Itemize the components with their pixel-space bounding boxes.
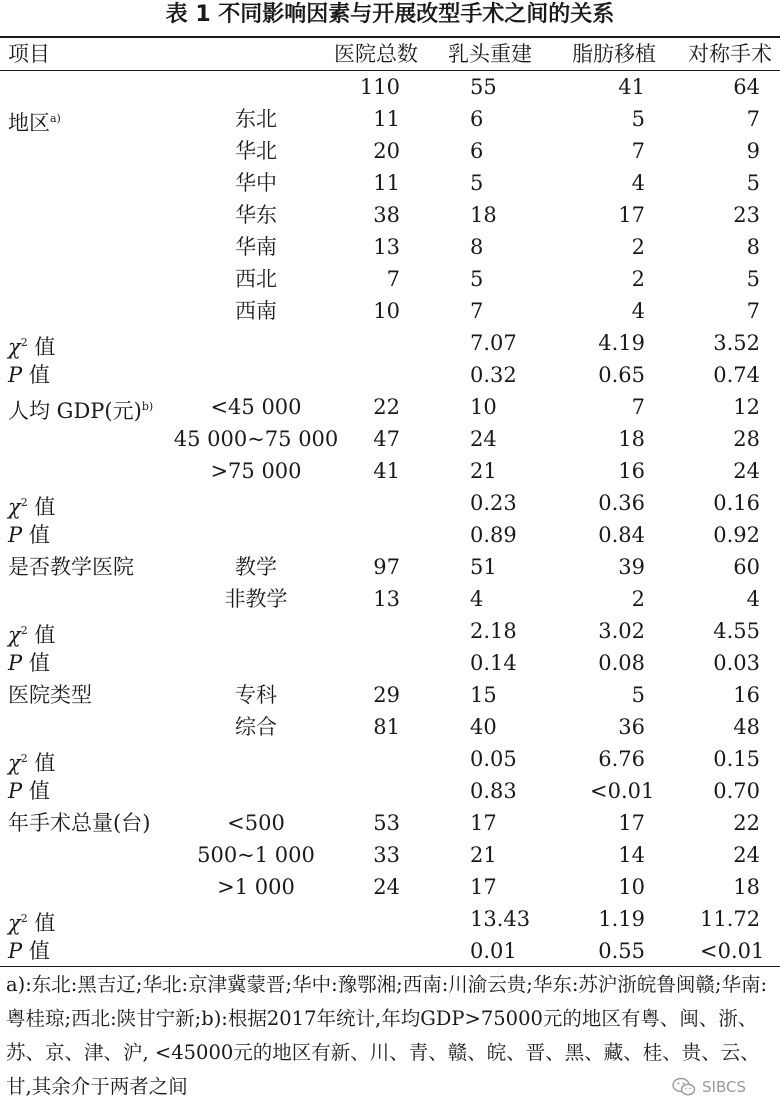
cell-fat: 0.36: [598, 491, 645, 515]
cell-hospitals: 22: [373, 395, 400, 419]
chi-square-label: [8, 487, 55, 519]
chi-superscript: 2: [20, 496, 28, 509]
header-row: [0, 38, 780, 70]
cell-symmetry: 18: [733, 875, 760, 899]
cell-subgroup: 华北: [235, 139, 277, 163]
table-row-region: [0, 167, 780, 199]
cell-hospitals: 20: [373, 139, 400, 163]
cell-fat: 18: [618, 427, 645, 451]
p-value-row: [0, 519, 780, 551]
cell-nipple: 8: [470, 235, 484, 259]
chi-symbol: χ: [8, 335, 21, 359]
cell-symmetry: 7: [746, 107, 760, 131]
p-value-row: [0, 359, 780, 391]
cell-symmetry: 60: [733, 555, 760, 579]
cell-fat: 4: [631, 299, 645, 323]
table-title: 表 1 不同影响因素与开展改型手术之间的关系: [165, 2, 615, 27]
cell-nipple: 15: [470, 683, 497, 707]
group-label-text: 是否教学医院: [8, 555, 134, 579]
cell-symmetry: 24: [733, 843, 760, 867]
header-fat-grafting: 脂肪移植: [572, 42, 656, 66]
p-value-row: [0, 935, 780, 967]
p-suffix: 值: [22, 363, 50, 387]
cell-fat: 2: [631, 235, 645, 259]
cell-symmetry: 24: [733, 459, 760, 483]
cell-subgroup: 非教学: [224, 587, 288, 611]
cell-fat: 5: [631, 683, 645, 707]
cell-fat: 0.84: [598, 523, 645, 547]
chi-symbol: χ: [8, 495, 21, 519]
chi-square-row: [0, 615, 780, 647]
cell-fat: 36: [618, 715, 645, 739]
cell-symmetry: 0.70: [713, 779, 760, 803]
cell-nipple: 6: [470, 107, 484, 131]
cell-nipple: 0.23: [470, 491, 517, 515]
cell-nipple: 0.89: [470, 523, 517, 547]
cell-nipple: 0.01: [470, 939, 517, 963]
chi-square-label: [8, 903, 55, 935]
p-symbol: P: [8, 363, 23, 387]
footnote-ref: b): [141, 400, 154, 413]
cell-hospitals: 7: [386, 267, 400, 291]
cell-hospitals: 53: [373, 811, 400, 835]
cell-symmetry: 3.52: [713, 331, 760, 355]
p-symbol: P: [8, 939, 23, 963]
cell-symmetry: 7: [746, 299, 760, 323]
cell-hospitals: 110: [359, 75, 400, 99]
cell-hospitals: 29: [373, 683, 400, 707]
cell-nipple: 5: [470, 267, 484, 291]
cell-subgroup: 综合: [235, 715, 277, 739]
group-label-type: [8, 679, 92, 711]
cell-fat: 17: [618, 811, 645, 835]
chi-superscript: 2: [20, 912, 28, 925]
cell-symmetry: 12: [733, 395, 760, 419]
cell-nipple: 6: [470, 139, 484, 163]
cell-fat: 3.02: [598, 619, 645, 643]
p-value-label: [8, 775, 50, 807]
cell-symmetry: 23: [733, 203, 760, 227]
cell-subgroup: >1 000: [217, 875, 295, 899]
cell-symmetry: 0.16: [713, 491, 760, 515]
chi-superscript: 2: [20, 336, 28, 349]
cell-symmetry: 0.92: [713, 523, 760, 547]
p-value-label: [8, 647, 50, 679]
chi-suffix: 值: [27, 495, 56, 519]
table-row-teaching: [0, 551, 780, 583]
chi-square-row: [0, 487, 780, 519]
chi-symbol: χ: [8, 911, 21, 935]
cell-hospitals: 10: [373, 299, 400, 323]
table-row-region: [0, 263, 780, 295]
cell-fat: 7: [631, 139, 645, 163]
cell-fat: 41: [618, 75, 645, 99]
table-row-teaching: [0, 583, 780, 615]
chi-square-row: [0, 327, 780, 359]
cell-nipple: 24: [470, 427, 497, 451]
cell-fat: 16: [618, 459, 645, 483]
cell-subgroup: 教学: [235, 555, 277, 579]
wechat-icon: [672, 1077, 696, 1097]
cell-fat: 39: [618, 555, 645, 579]
cell-nipple: 0.32: [470, 363, 517, 387]
cell-symmetry: <0.01: [700, 939, 765, 963]
table-row-volume: [0, 807, 780, 839]
chi-superscript: 2: [20, 624, 28, 637]
cell-nipple: 10: [470, 395, 497, 419]
chi-suffix: 值: [27, 911, 56, 935]
cell-hospitals: 38: [373, 203, 400, 227]
cell-hospitals: 41: [373, 459, 400, 483]
cell-fat: 0.08: [598, 651, 645, 675]
chi-square-row: [0, 903, 780, 935]
cell-nipple: 55: [470, 75, 497, 99]
cell-fat: 0.65: [598, 363, 645, 387]
cell-fat: 2: [631, 267, 645, 291]
table-row-region: [0, 135, 780, 167]
cell-subgroup: 华东: [235, 203, 277, 227]
cell-hospitals: 11: [373, 171, 400, 195]
p-symbol: P: [8, 651, 23, 675]
chi-square-label: [8, 615, 55, 647]
group-label-volume: [8, 807, 150, 839]
cell-nipple: 17: [470, 875, 497, 899]
cell-fat: 10: [618, 875, 645, 899]
cell-subgroup: >75 000: [210, 459, 302, 483]
footnote-ref: a): [50, 112, 61, 125]
p-value-label: [8, 935, 50, 967]
cell-subgroup: <500: [227, 811, 285, 835]
cell-fat: <0.01: [590, 779, 655, 803]
p-value-label: [8, 359, 50, 391]
table-row-region: [0, 199, 780, 231]
cell-hospitals: 47: [373, 427, 400, 451]
cell-hospitals: 24: [373, 875, 400, 899]
cell-hospitals: 13: [373, 235, 400, 259]
cell-symmetry: 9: [746, 139, 760, 163]
cell-symmetry: 48: [733, 715, 760, 739]
cell-subgroup: <45 000: [210, 395, 302, 419]
group-label-text: 年手术总量(台): [8, 811, 151, 835]
cell-fat: 4: [631, 171, 645, 195]
cell-nipple: 5: [470, 171, 484, 195]
chi-square-label: [8, 743, 55, 775]
p-symbol: P: [8, 523, 23, 547]
cell-subgroup: 东北: [235, 107, 277, 131]
cell-nipple: 21: [470, 843, 497, 867]
cell-symmetry: 64: [733, 75, 760, 99]
cell-subgroup: 华中: [235, 171, 277, 195]
chi-suffix: 值: [27, 623, 56, 647]
cell-fat: 4.19: [598, 331, 645, 355]
cell-nipple: 7: [470, 299, 484, 323]
group-label-gdp: [8, 391, 153, 423]
cell-fat: 5: [631, 107, 645, 131]
cell-hospitals: 13: [373, 587, 400, 611]
cell-nipple: 0.05: [470, 747, 517, 771]
cell-symmetry: 28: [733, 427, 760, 451]
p-suffix: 值: [22, 651, 50, 675]
table-row-volume: [0, 871, 780, 903]
table-row-gdp: [0, 455, 780, 487]
p-value-row: [0, 775, 780, 807]
cell-symmetry: 0.15: [713, 747, 760, 771]
cell-fat: 17: [618, 203, 645, 227]
cell-symmetry: 4.55: [713, 619, 760, 643]
cell-hospitals: 81: [373, 715, 400, 739]
chi-superscript: 2: [20, 752, 28, 765]
cell-nipple: 2.18: [470, 619, 517, 643]
table-row-region: [0, 231, 780, 263]
cell-fat: 0.55: [598, 939, 645, 963]
footnote: a):东北:黑吉辽;华北:京津冀蒙晋;华中:豫鄂湘;西南:川渝云贵;华东:苏沪浙皖鲁闽赣;华南:粤桂琼;西北:陕甘宁新;b):根据2017年统计,年均GDP>75000元的地区有粤、闽、浙、苏、京、津、沪, <45000元的地区有新、川、青、赣、皖、晋、黑、藏、桂、贵、云、甘,其余介于两者之间: [6, 973, 768, 1098]
cell-fat: 2: [631, 587, 645, 611]
cell-fat: 6.76: [598, 747, 645, 771]
cell-hospitals: 97: [373, 555, 400, 579]
table-row-type: [0, 679, 780, 711]
cell-nipple: 7.07: [470, 331, 517, 355]
cell-nipple: 40: [470, 715, 497, 739]
cell-fat: 1.19: [598, 907, 645, 931]
cell-hospitals: 33: [373, 843, 400, 867]
chi-symbol: χ: [8, 623, 21, 647]
p-suffix: 值: [22, 779, 50, 803]
header-hospitals: 医院总数: [334, 42, 418, 66]
header-item: 项目: [8, 42, 50, 66]
p-value-row: [0, 647, 780, 679]
chi-square-row: [0, 743, 780, 775]
table-row-region: [0, 295, 780, 327]
p-suffix: 值: [22, 523, 50, 547]
cell-subgroup: 45 000~75 000: [173, 427, 339, 451]
cell-subgroup: 专科: [235, 683, 277, 707]
cell-nipple: 18: [470, 203, 497, 227]
cell-symmetry: 8: [746, 235, 760, 259]
table-row-total: [0, 71, 780, 103]
chi-symbol: χ: [8, 751, 21, 775]
table-row-volume: [0, 839, 780, 871]
header-symmetry-surgery: 对称手术: [688, 42, 772, 66]
cell-symmetry: 0.03: [713, 651, 760, 675]
cell-symmetry: 5: [746, 267, 760, 291]
cell-symmetry: 5: [746, 171, 760, 195]
cell-nipple: 51: [470, 555, 497, 579]
watermark: [672, 1074, 746, 1100]
cell-nipple: 4: [470, 587, 484, 611]
cell-hospitals: 11: [373, 107, 400, 131]
cell-subgroup: 西南: [235, 299, 277, 323]
cell-symmetry: 11.72: [700, 907, 761, 931]
table-row-region: [0, 103, 780, 135]
bottom-rule: [0, 966, 780, 967]
cell-subgroup: 华南: [235, 235, 277, 259]
watermark-text: SIBCS: [702, 1078, 746, 1096]
table-row-type: [0, 711, 780, 743]
cell-fat: 14: [618, 843, 645, 867]
cell-symmetry: 4: [746, 587, 760, 611]
table-row-gdp: [0, 391, 780, 423]
cell-subgroup: 西北: [235, 267, 277, 291]
header-nipple-reconstruction: 乳头重建: [448, 42, 532, 66]
cell-nipple: 21: [470, 459, 497, 483]
cell-nipple: 0.14: [470, 651, 517, 675]
chi-suffix: 值: [27, 335, 56, 359]
chi-square-label: [8, 327, 55, 359]
group-label-text: 人均 GDP(元): [8, 399, 142, 423]
chi-suffix: 值: [27, 751, 56, 775]
cell-fat: 7: [631, 395, 645, 419]
cell-nipple: 0.83: [470, 779, 517, 803]
cell-symmetry: 22: [733, 811, 760, 835]
cell-nipple: 17: [470, 811, 497, 835]
p-value-label: [8, 519, 50, 551]
group-label-text: 地区: [8, 111, 50, 135]
table-row-gdp: [0, 423, 780, 455]
cell-symmetry: 0.74: [713, 363, 760, 387]
cell-symmetry: 16: [733, 683, 760, 707]
cell-subgroup: 500~1 000: [197, 843, 315, 867]
group-label-region: [8, 103, 61, 135]
cell-nipple: 13.43: [470, 907, 531, 931]
p-symbol: P: [8, 779, 23, 803]
p-suffix: 值: [22, 939, 50, 963]
group-label-text: 医院类型: [8, 683, 92, 707]
group-label-teaching: [8, 551, 134, 583]
